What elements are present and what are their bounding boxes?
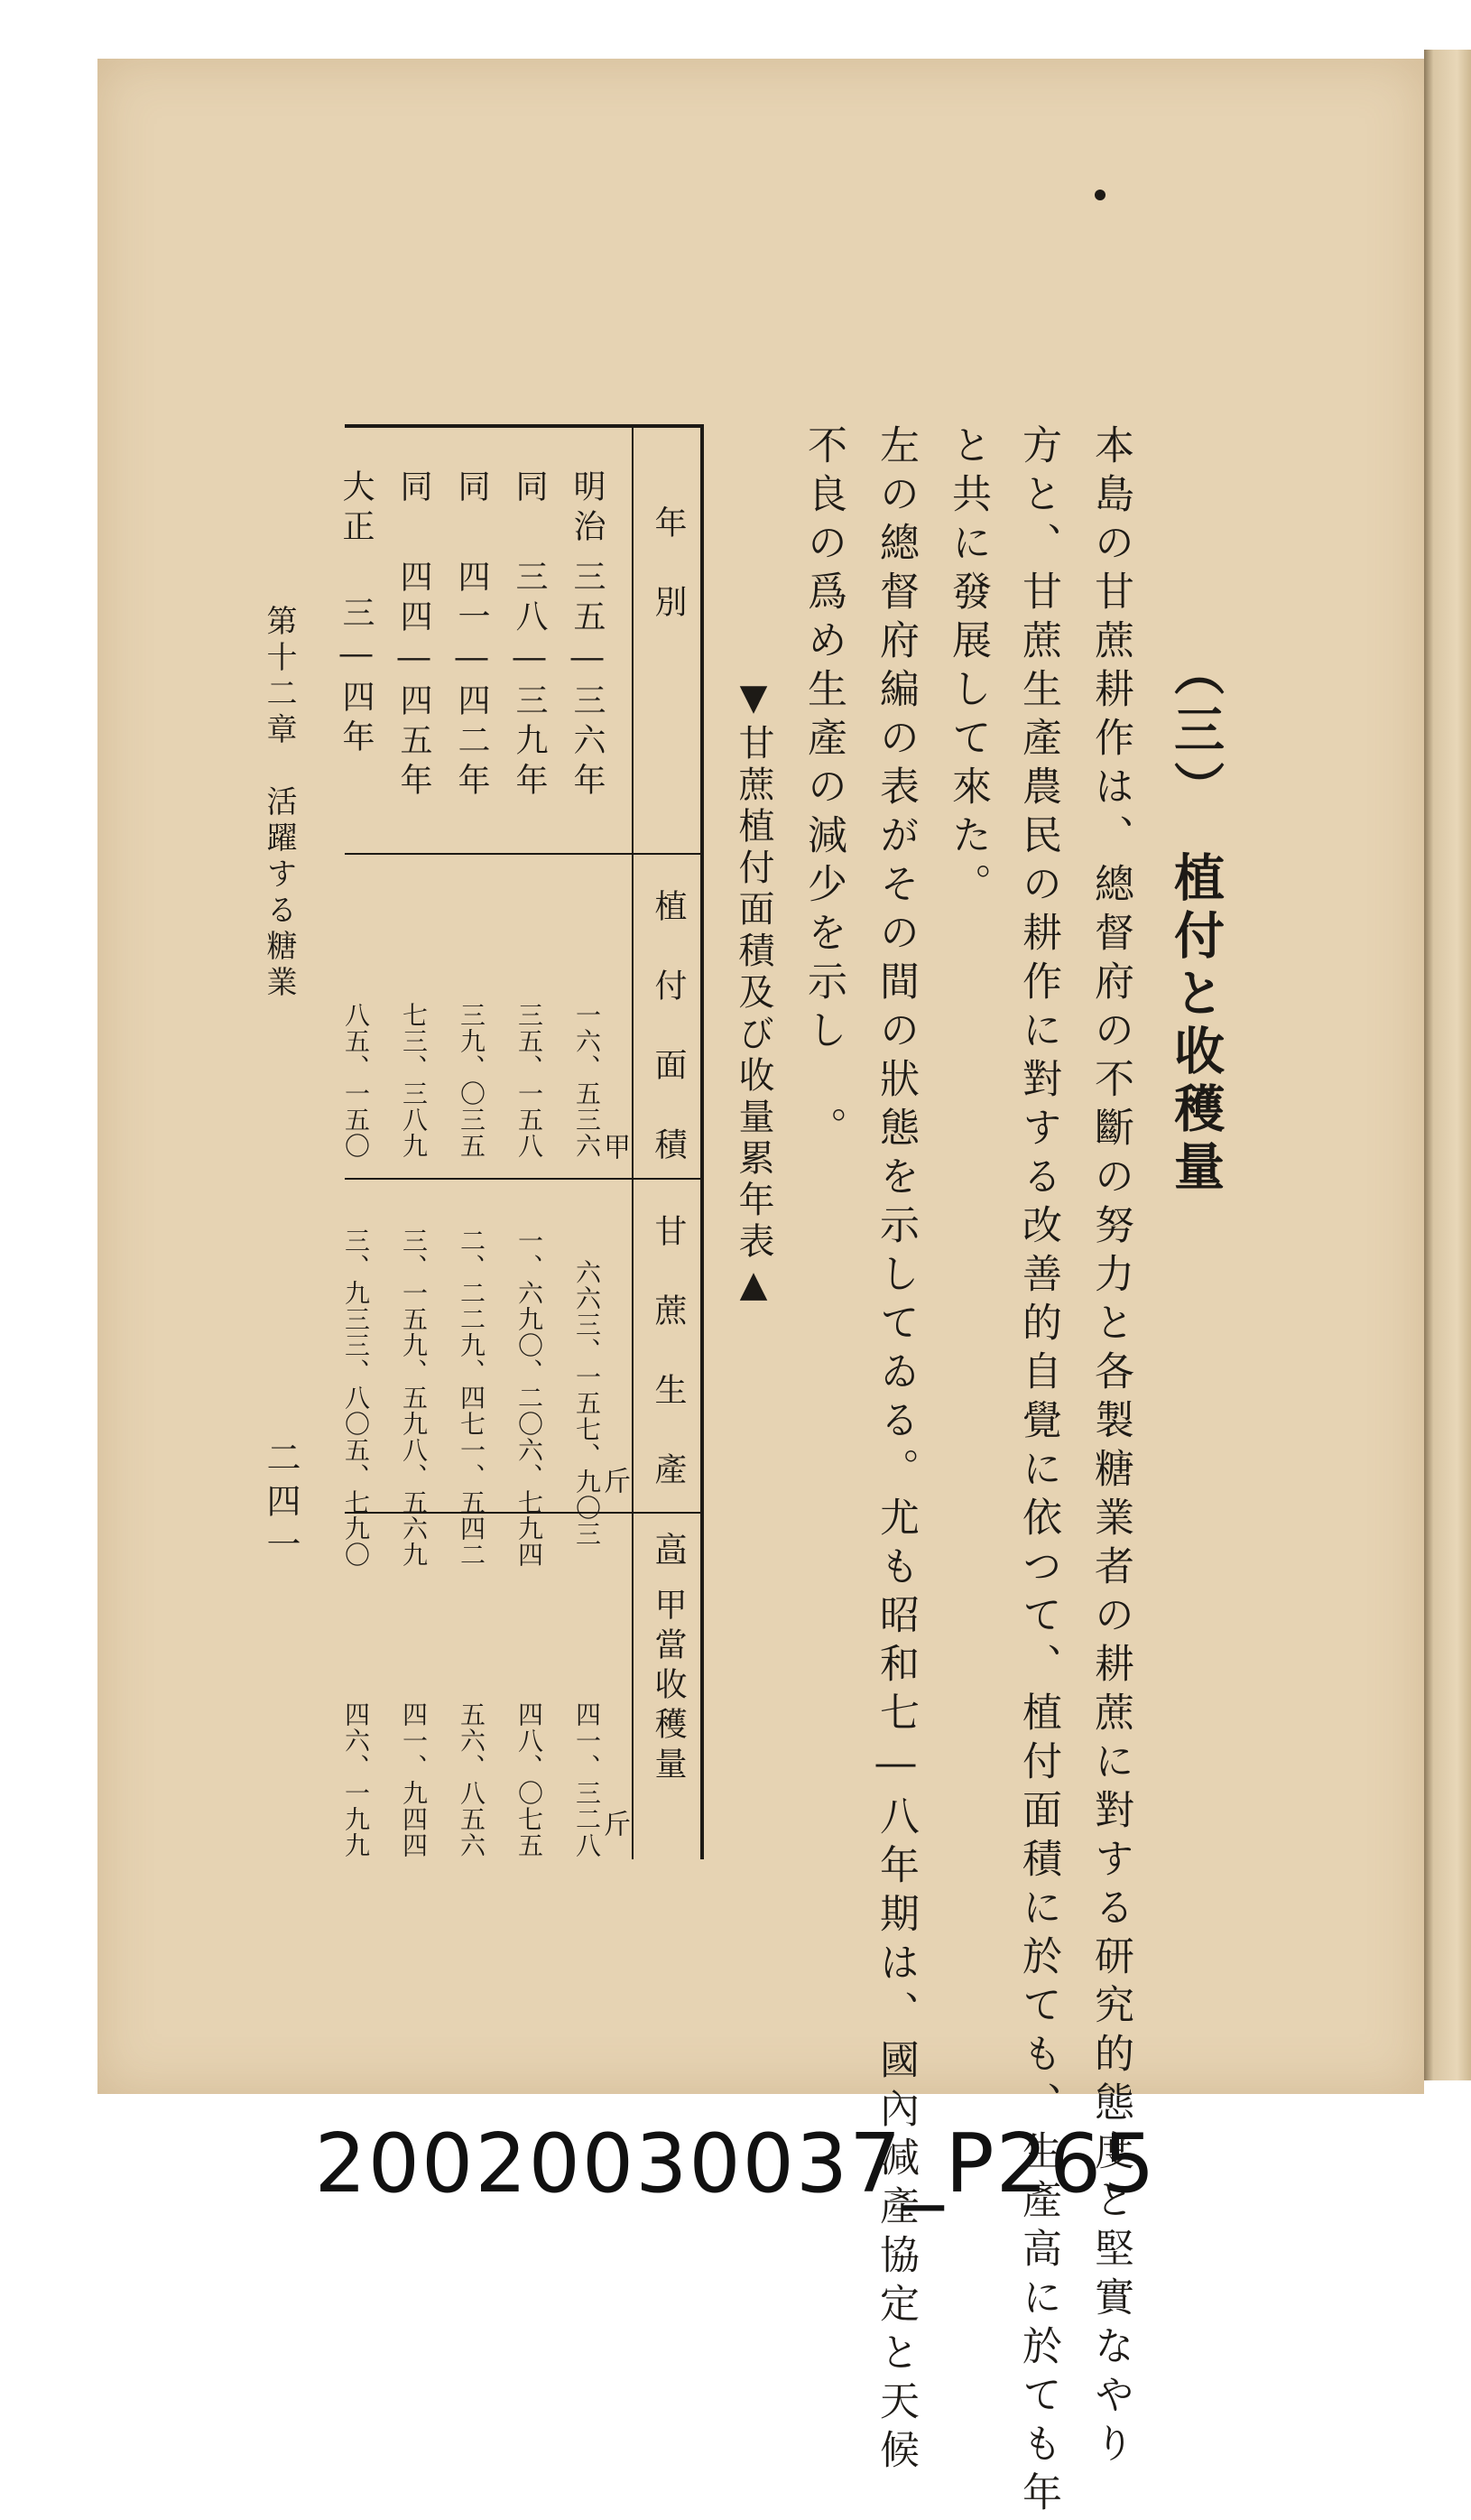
ink-dot <box>1095 190 1106 200</box>
row5-production: 三、九三三、八〇五、七九〇 <box>341 1228 371 1568</box>
row2-production: 一、六九〇、二〇六、七九四 <box>514 1228 544 1568</box>
paragraph2-line1: 左の總督府編の表がその間の狀態を示してゐる。尤も昭和七―八年期は、國內減產協定と天候 <box>873 424 919 2478</box>
adjacent-page-edge <box>1424 50 1471 2080</box>
row1-era: 明治 <box>569 469 606 549</box>
row1-years: 三五―三六年 <box>569 560 606 802</box>
row5-era: 大正 <box>338 469 375 549</box>
table-right-rule <box>700 424 704 1859</box>
table-column-rule-2 <box>345 1178 704 1180</box>
row2-era: 同 <box>511 469 548 509</box>
paragraph1-line2: 方と、甘蔗生產農民の耕作に對する改善的自覺に依つて、植付面積に於ても、生產高に於ても年 <box>1015 424 1061 2520</box>
row2-area: 三五、一五八 <box>514 1002 544 1159</box>
paragraph1-line1: 本島の甘蔗耕作は、總督府の不斷の努力と各製糖業者の耕蔗に對する研究的態度と堅實なやり <box>1087 424 1133 2471</box>
row4-years: 四四―四五年 <box>395 560 432 802</box>
row2-yield: 四八、〇七五 <box>514 1701 544 1858</box>
row3-yield: 五六、八五六 <box>457 1701 486 1858</box>
row5-years: 三―四年 <box>338 596 375 759</box>
page-number: 二四一 <box>261 1440 301 1570</box>
chapter-running-head: 第十二章 活躍する糖業 <box>261 605 297 1002</box>
paragraph2-line2: 不良の爲め生產の減少を示し 。 <box>800 424 847 1155</box>
row1-area: 一六、五三六 <box>572 1002 602 1159</box>
unit-production: 斤 <box>598 1467 630 1501</box>
row5-area: 八五、一五〇 <box>341 1002 371 1159</box>
row1-yield: 四一、三二八 <box>572 1701 602 1858</box>
header-yield: 一甲當收穫量 <box>650 1548 687 1786</box>
row3-years: 四一―四二年 <box>453 560 490 802</box>
table-top-rule <box>345 424 704 428</box>
row2-years: 三八―三九年 <box>511 560 548 802</box>
unit-area: 甲 <box>598 1133 630 1167</box>
header-production: 甘 蔗 生 產 高 <box>650 1214 687 1571</box>
table-column-rule-1 <box>345 853 704 855</box>
row1-production: 六六三、一五七、九〇三 <box>572 1259 602 1547</box>
table-title: ▼甘蔗植付面積及び收量累年表▲ <box>733 677 774 1311</box>
unit-yield: 斤 <box>598 1810 630 1844</box>
row3-era: 同 <box>453 469 490 509</box>
row4-yield: 四一、九四四 <box>399 1701 429 1858</box>
row3-production: 二、二二九、四七一、五四二 <box>457 1228 486 1568</box>
section-heading: （三） 植付と收穫量 <box>1166 645 1225 1198</box>
header-year: 年 別 <box>650 505 687 625</box>
table-header-rule <box>632 424 634 1859</box>
row4-era: 同 <box>395 469 432 509</box>
row5-yield: 四六、一九九 <box>341 1701 371 1858</box>
row4-area: 七三、三八九 <box>399 1002 429 1159</box>
image-caption: 20020030037_P265 <box>314 2117 1157 2211</box>
paragraph1-line3: と共に發展して來た。 <box>945 424 991 912</box>
row3-area: 三九、〇三五 <box>457 1002 486 1159</box>
header-area: 植 付 面 積 <box>650 889 687 1167</box>
row4-production: 三、一五九、五九八、五六九 <box>399 1228 429 1568</box>
